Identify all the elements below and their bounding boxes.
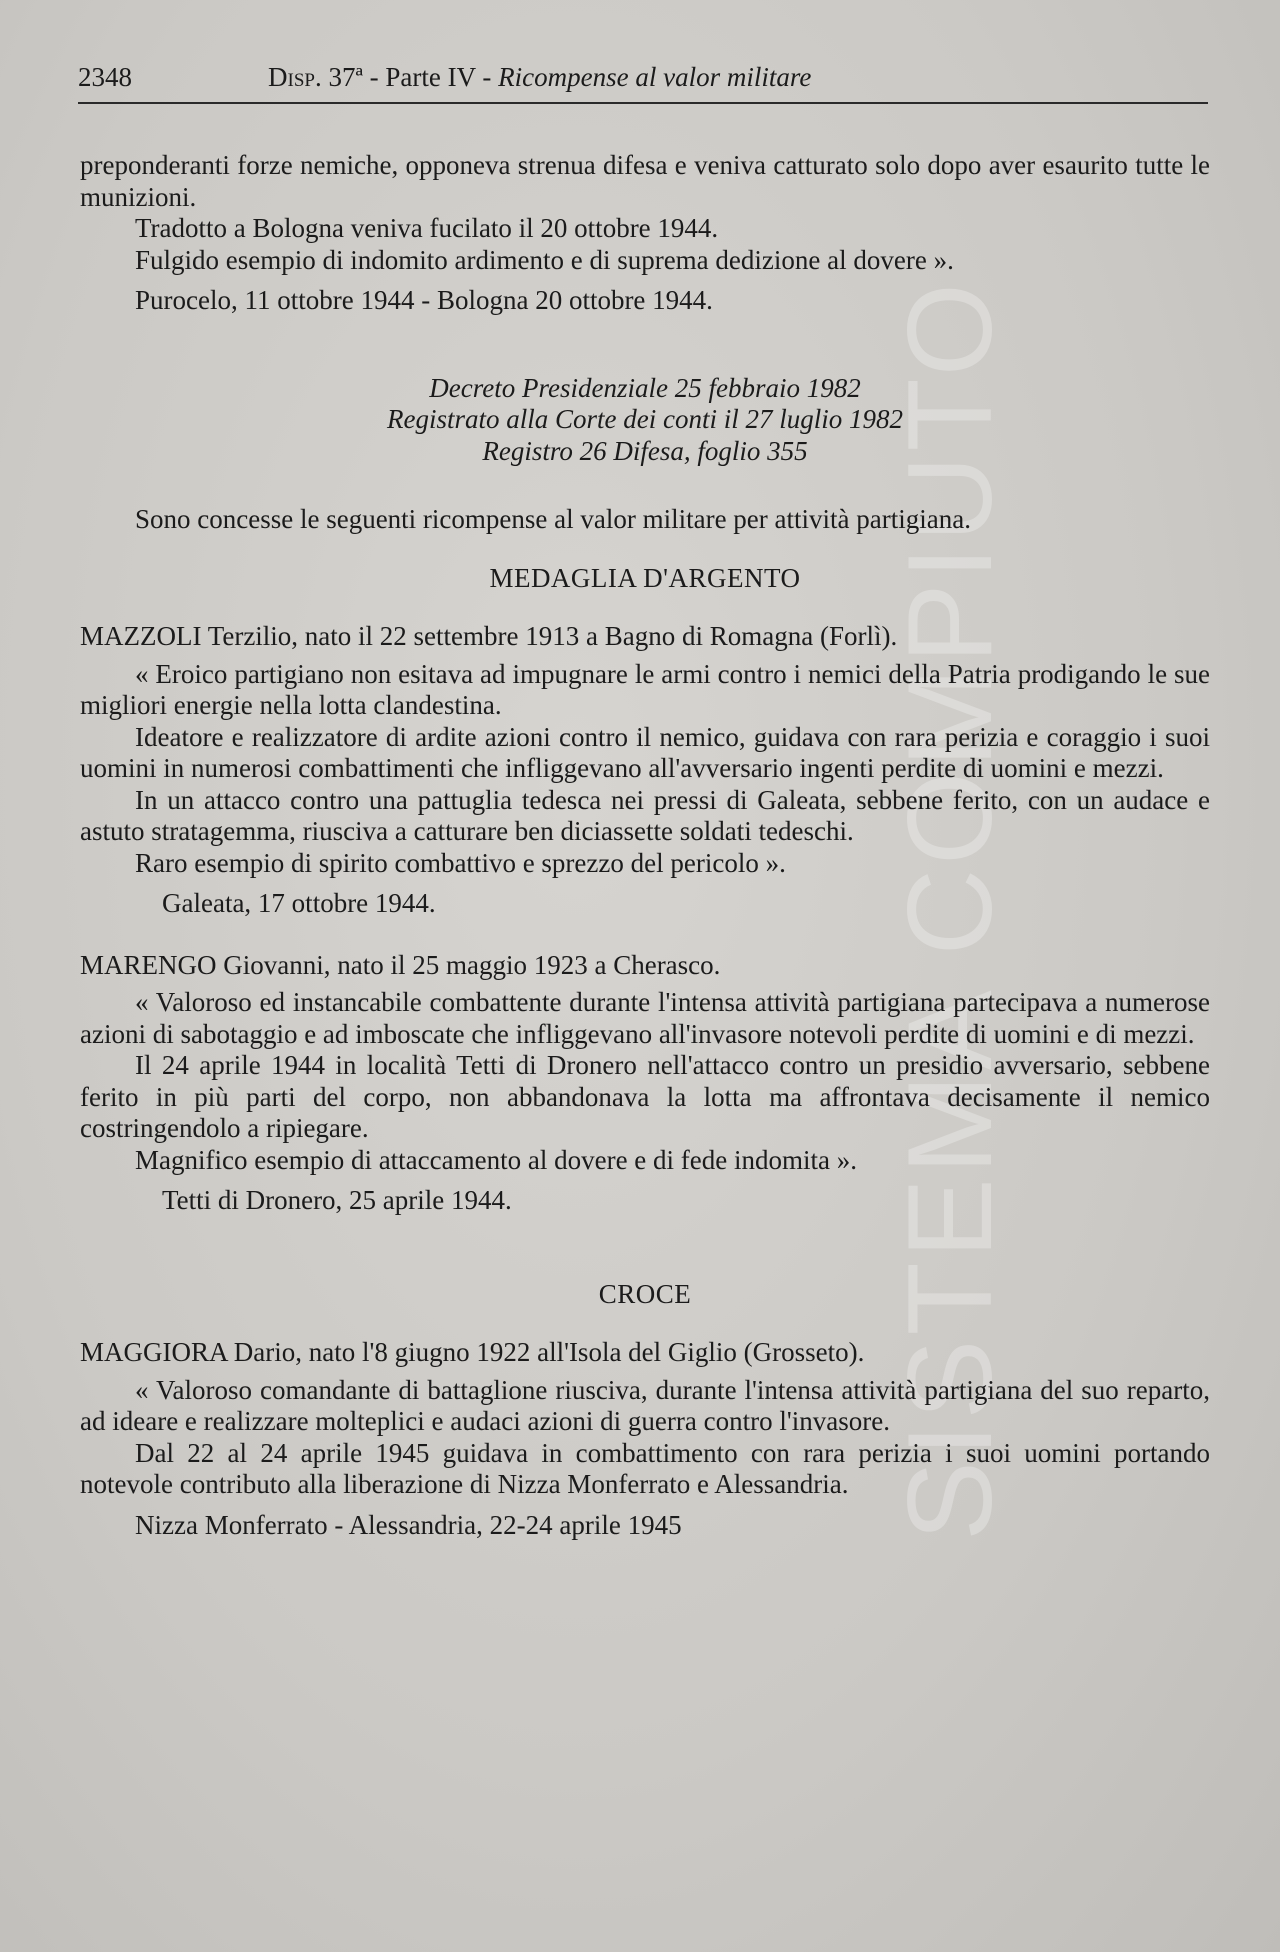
- intro-paragraph-3: Fulgido esempio di indomito ardimento e di suprema dedizione al dovere ».: [135, 244, 954, 275]
- header-subject: Ricompense al valor militare: [498, 62, 812, 92]
- award-entry-maggiora: [80, 1337, 1210, 1541]
- place-date: Tetti di Dronero, 25 aprile 1944.: [162, 1185, 512, 1215]
- silver-medal-heading: MEDAGLIA D'ARGENTO: [489, 562, 801, 593]
- concession-text: Sono concesse le seguenti ricompense al valor militare per attività partigiana.: [135, 504, 971, 534]
- page-header: [78, 60, 1208, 104]
- citation-paragraph: « Valoroso ed instancabile combattente durante l'intensa attività partigiana partecipava a numerose azioni di sabotaggio e ad imboscate che infliggevano all'invasore notevoli perdite di uomini e di mezzi.: [80, 987, 1210, 1049]
- citation-paragraph: Ideatore e realizzatore di ardite azioni contro il nemico, guidava con rara perizia e coraggio i suoi uomini in numerosi combattimenti che infliggevano all'avversario ingenti perdite di uomini e mezzi.: [80, 721, 1210, 783]
- award-entry-marengo: [80, 950, 1210, 1217]
- citation-paragraph: In un attacco contro una pattuglia tedesca nei pressi di Galeata, sebbene ferito, con un audace e astuto stratagemma, riusciva a catturare ben diciassette soldati tedeschi.: [80, 784, 1210, 846]
- page-number: 2348: [78, 62, 132, 92]
- page-body: [80, 150, 1210, 1541]
- header-disp: Disp.: [268, 62, 322, 92]
- citation-paragraph: Magnifico esempio di attaccamento al dovere e di fede indomita ».: [135, 1144, 857, 1175]
- decree-line-1: Decreto Presidenziale 25 febbraio 1982: [429, 372, 861, 403]
- header-title: [268, 62, 811, 93]
- recipient-name: MARENGO Giovanni, nato il 25 maggio 1923 a Cherasco.: [80, 949, 721, 980]
- cross-heading: CROCE: [598, 1278, 692, 1309]
- place-date: Galeata, 17 ottobre 1944.: [162, 888, 436, 918]
- watermark-text: SISTEMA COMPIUTO: [883, 279, 1018, 1541]
- citation-paragraph: Raro esempio di spirito combattivo e sprezzo del pericolo ».: [135, 847, 786, 878]
- award-entry-mazzoli: [80, 621, 1210, 920]
- citation-paragraph: « Eroico partigiano non esitava ad impugnare le armi contro i nemici della Patria prodigando le sue migliori energie nella lotta clandestina.: [80, 658, 1210, 720]
- intro-paragraph-2: Tradotto a Bologna veniva fucilato il 20 ottobre 1944.: [135, 213, 719, 243]
- recipient-name: MAZZOLI Terzilio, nato il 22 settembre 1913 a Bagno di Romagna (Forlì).: [80, 621, 898, 651]
- decree-line-2: Registrato alla Corte dei conti il 27 luglio 1982: [387, 404, 903, 434]
- header-disp-number: 37ª: [328, 62, 363, 92]
- recipient-name: MAGGIORA Dario, nato l'8 giugno 1922 all'Isola del Giglio (Grosseto).: [80, 1337, 865, 1367]
- place-date: Nizza Monferrato - Alessandria, 22-24 aprile 1945: [135, 1509, 682, 1540]
- citation-paragraph: Dal 22 al 24 aprile 1945 guidava in combattimento con rara perizia i suoi uomini portando notevole contributo alla liberazione di Nizza Monferrato e Alessandria.: [80, 1437, 1210, 1499]
- header-part: - Parte IV -: [369, 62, 492, 92]
- decree-line-3: Registro 26 Difesa, foglio 355: [482, 435, 808, 466]
- citation-paragraph: « Valoroso comandante di battaglione riusciva, durante l'intensa attività partigiana del suo reparto, ad ideare e realizzare molteplici e audaci azioni di guerra contro l'invasore.: [80, 1374, 1210, 1436]
- citation-paragraph: Il 24 aprile 1944 in località Tetti di Dronero nell'attacco contro un presidio avversario, sebbene ferito in più parti del corpo, non abbandonava la lotta ma affrontava decisamente il nemico costringendolo a ripiegare.: [80, 1050, 1210, 1143]
- intro-place-date: Purocelo, 11 ottobre 1944 - Bologna 20 ottobre 1944.: [135, 285, 713, 315]
- intro-paragraph-1: preponderanti forze nemiche, opponeva strenua difesa e veniva catturato solo dopo aver esaurito tutte le munizioni.: [80, 150, 1210, 212]
